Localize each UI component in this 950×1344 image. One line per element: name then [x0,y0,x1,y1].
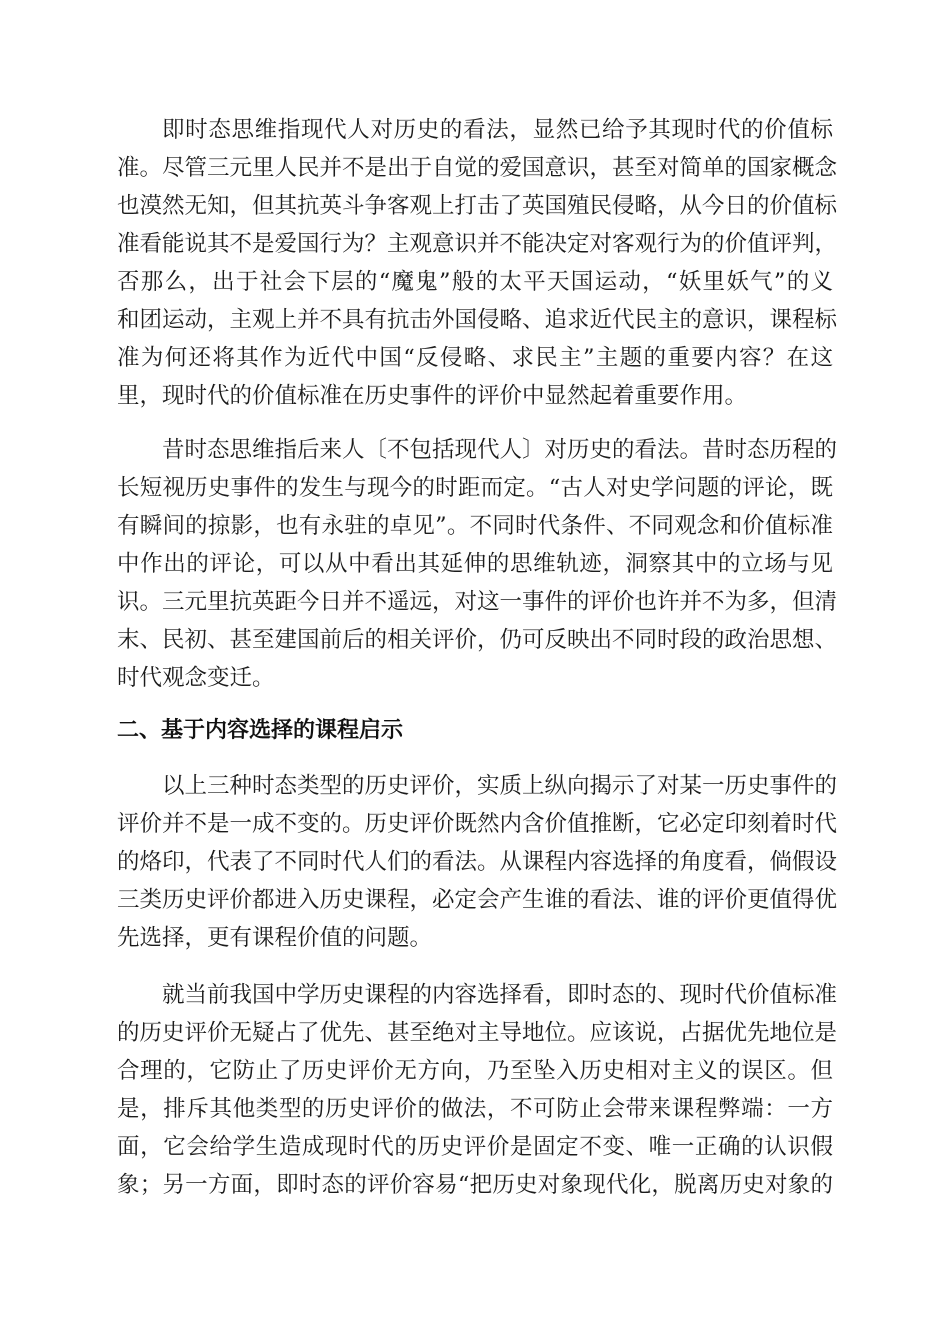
section-heading: 二、基于内容选择的课程启示 [117,718,404,743]
paragraph-line: 先选择，更有课程价值的问题。 [117,925,433,951]
paragraph-line: 合理的，它防止了历史评价无方向，乃至坠入历史相对主义的误区。但 [117,1058,833,1084]
paragraph-line: 的烙印，代表了不同时代人们的看法。从课程内容选择的角度看，倘假设 [117,849,838,875]
paragraph-line: 的历史评价无疑占了优先、甚至绝对主导地位。应该说，占据优先地位是 [117,1020,838,1046]
paragraph-line: 否那么，出于社会下层的“魔鬼”般的太平天国运动，“妖里妖气”的义 [117,269,833,295]
paragraph-line: 就当前我国中学历史课程的内容选择看，即时态的、现时代价值标准 [162,982,838,1008]
paragraph-line: 和团运动，主观上并不具有抗击外国侵略、追求近代民主的意识，课程标 [117,307,838,333]
paragraph-line: 时代观念变迁。 [117,665,275,691]
paragraph-line: 面，它会给学生造成现时代的历史评价是固定不变、唯一正确的认识假 [117,1134,833,1160]
paragraph-line: 末、民初、甚至建国前后的相关评价，仍可反映出不同时段的政治思想、 [117,627,838,653]
paragraph-line: 是，排斥其他类型的历史评价的做法，不可防止会带来课程弊端：一方 [117,1096,833,1122]
paragraph-line: 准。尽管三元里人民并不是出于自觉的爱国意识，甚至对简单的国家概念 [117,155,838,181]
paragraph-line: 三类历史评价都进入历史课程，必定会产生谁的看法、谁的评价更值得优 [117,887,838,913]
paragraph-line: 中作出的评论，可以从中看出其延伸的思维轨迹，洞察其中的立场与见 [117,551,833,577]
paragraph-line: 昔时态思维指后来人〔不包括现代人〕对历史的看法。昔时态历程的 [162,437,838,463]
paragraph-line: 象；另一方面，即时态的评价容易“把历史对象现代化，脱离历史对象的 [117,1172,833,1198]
paragraph-line: 准为何还将其作为近代中国“反侵略、求民主”主题的重要内容？在这 [117,345,833,371]
paragraph-line: 长短视历史事件的发生与现今的时距而定。“古人对史学问题的评论，既 [117,475,833,501]
paragraph-line: 识。三元里抗英距今日并不遥远，对这一事件的评价也许并不为多，但清 [117,589,838,615]
paragraph-line: 即时态思维指现代人对历史的看法，显然已给予其现时代的价值标 [162,117,833,143]
paragraph-line: 有瞬间的掠影，也有永驻的卓见”。不同时代条件、不同观念和价值标准 [117,513,833,539]
paragraph-line: 准看能说其不是爱国行为？主观意识并不能决定对客观行为的价值评判， [117,231,838,257]
paragraph-line: 以上三种时态类型的历史评价，实质上纵向揭示了对某一历史事件的 [162,773,838,799]
paragraph-line: 也漠然无知，但其抗英斗争客观上打击了英国殖民侵略，从今日的价值标 [117,193,838,219]
paragraph-line: 里，现时代的价值标准在历史事件的评价中显然起着重要作用。 [117,383,748,409]
paragraph-line: 评价并不是一成不变的。历史评价既然内含价值推断，它必定印刻着时代 [117,811,838,837]
